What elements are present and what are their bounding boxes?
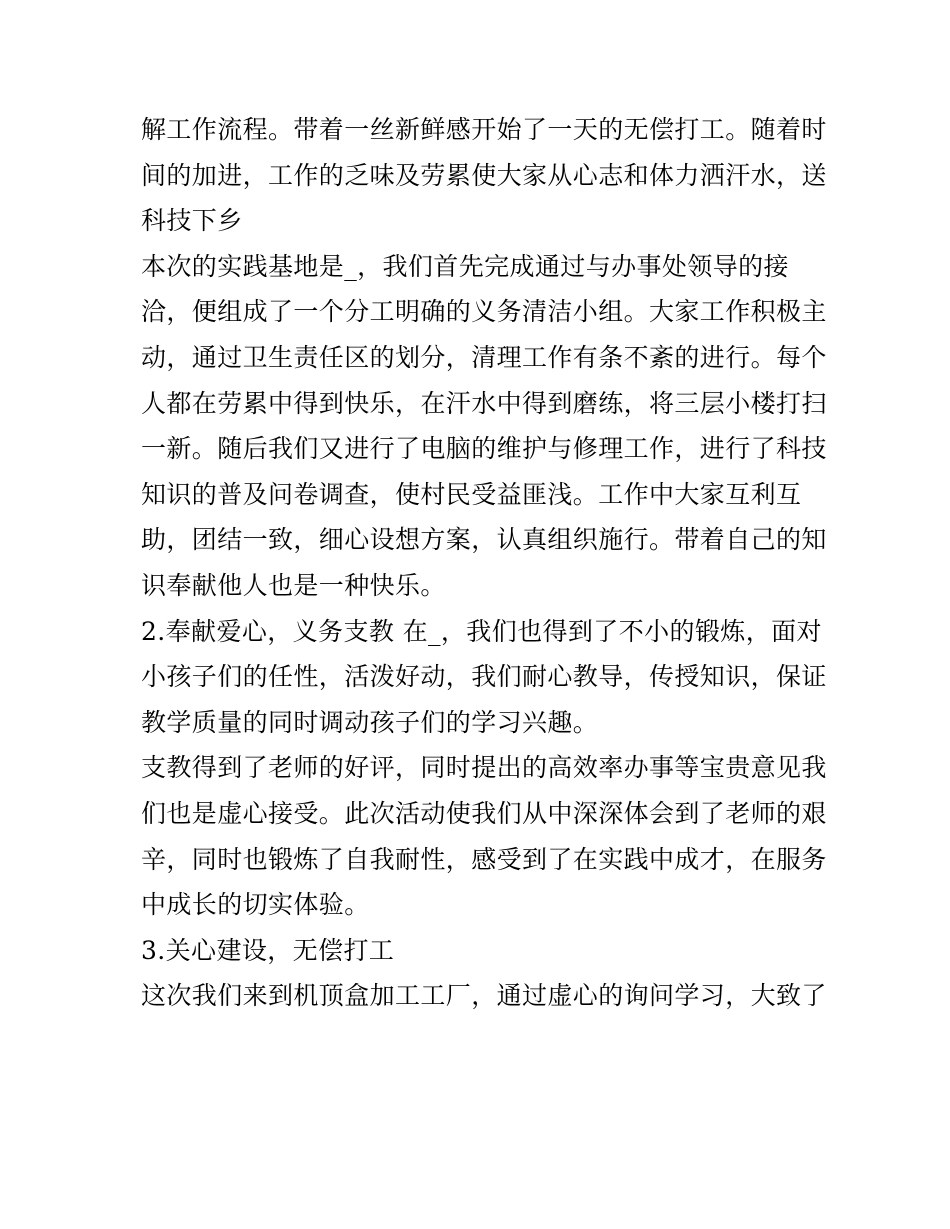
text-line: 科技下乡 xyxy=(141,206,243,236)
text-line: 中成长的切实体验。 xyxy=(141,890,370,920)
text-line: 洽，便组成了一个分工明确的义务清洁小组。大家工作积极主 xyxy=(141,297,827,327)
text-line: 知识的普及问卷调查，使村民受益匪浅。工作中大家互利互 xyxy=(141,479,802,509)
text-line: 3.关心建设，无偿打工 xyxy=(141,935,395,965)
text-line: 间的加进，工作的乏味及劳累使大家从心志和体力洒汗水，送 xyxy=(141,160,827,190)
text-line: 动，通过卫生责任区的划分，清理工作有条不紊的进行。每个 xyxy=(141,342,827,372)
text-line: 识奉献他人也是一种快乐。 xyxy=(141,570,446,600)
text-line: 2.奉献爱心，义务支教 在_，我们也得到了不小的锻炼，面对 xyxy=(141,616,822,646)
text-line: 助，团结一致，细心设想方案，认真组织施行。带着自己的知 xyxy=(141,525,827,555)
text-line: 一新。随后我们又进行了电脑的维护与修理工作，进行了科技 xyxy=(141,434,827,464)
text-line: 这次我们来到机顶盒加工工厂，通过虚心的询问学习，大致了 xyxy=(141,981,827,1011)
text-line: 教学质量的同时调动孩子们的学习兴趣。 xyxy=(141,707,599,737)
text-line: 小孩子们的任性，活泼好动，我们耐心教导，传授知识，保证 xyxy=(141,662,827,692)
text-line: 辛，同时也锻炼了自我耐性，感受到了在实践中成才，在服务 xyxy=(141,844,827,874)
text-line: 支教得到了老师的好评，同时提出的高效率办事等宝贵意见我 xyxy=(141,753,827,783)
text-line: 解工作流程。带着一丝新鲜感开始了一天的无偿打工。随着时 xyxy=(141,115,827,144)
text-line: 人都在劳累中得到快乐，在汗水中得到磨练，将三层小楼打扫 xyxy=(141,388,827,418)
document-body xyxy=(141,107,841,1019)
text-line: 本次的实践基地是_，我们首先完成通过与办事处领导的接 xyxy=(141,251,789,281)
text-line: 们也是虚心接受。此次活动使我们从中深深体会到了老师的艰 xyxy=(141,798,827,828)
